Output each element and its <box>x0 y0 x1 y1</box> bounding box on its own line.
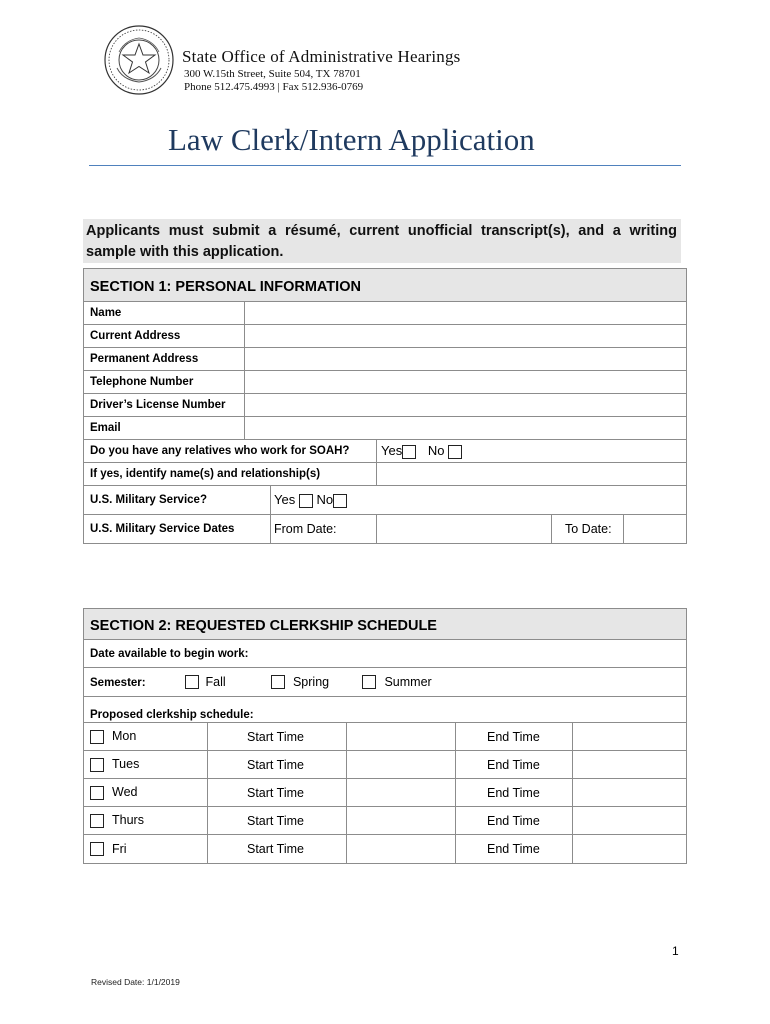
start-time-field[interactable] <box>347 835 456 864</box>
military-no-checkbox[interactable] <box>333 494 347 508</box>
schedule-row-wed <box>84 779 687 807</box>
thurs-checkbox[interactable] <box>90 814 104 828</box>
summer-label: Summer <box>384 674 432 689</box>
to-date-label: To Date: <box>552 515 624 544</box>
email-field[interactable] <box>245 417 687 440</box>
summer-checkbox[interactable] <box>362 675 376 689</box>
relatives-options <box>377 440 687 463</box>
military-question: U.S. Military Service? <box>84 486 271 515</box>
day-label: Fri <box>112 841 127 856</box>
section1-heading: SECTION 1: PERSONAL INFORMATION <box>84 269 687 302</box>
schedule-row-fri <box>84 835 687 864</box>
end-time-field[interactable] <box>573 779 687 807</box>
schedule-row-mon <box>84 723 687 751</box>
day-label: Tues <box>112 757 140 772</box>
name-label: Name <box>84 302 245 325</box>
permanent-address-field[interactable] <box>245 348 687 371</box>
end-time-field[interactable] <box>573 723 687 751</box>
permanent-address-label: Permanent Address <box>84 348 245 371</box>
instructions-text: Applicants must submit a résumé, current unofficial transcript(s), and a writing sample with this application. <box>86 223 677 260</box>
start-time-label: Start Time <box>208 779 347 807</box>
relatives-identify-field[interactable] <box>377 463 687 486</box>
drivers-license-field[interactable] <box>245 394 687 417</box>
fri-checkbox[interactable] <box>90 842 104 856</box>
relatives-no-checkbox[interactable] <box>448 445 462 459</box>
fall-label: Fall <box>205 674 226 689</box>
mon-checkbox[interactable] <box>90 730 104 744</box>
military-yes-checkbox[interactable] <box>299 494 313 508</box>
relatives-yes-checkbox[interactable] <box>402 445 416 459</box>
instructions-banner <box>83 219 681 263</box>
telephone-field[interactable] <box>245 371 687 394</box>
end-time-label: End Time <box>456 723 573 751</box>
revised-date: Revised Date: 1/1/2019 <box>91 977 180 987</box>
end-time-label: End Time <box>456 835 573 864</box>
start-time-field[interactable] <box>347 723 456 751</box>
page-number: 1 <box>672 944 679 958</box>
start-time-label: Start Time <box>208 723 347 751</box>
schedule-row-thurs <box>84 807 687 835</box>
military-no-label: No <box>316 492 334 508</box>
end-time-field[interactable] <box>573 751 687 779</box>
end-time-field[interactable] <box>573 835 687 864</box>
day-label: Thurs <box>112 813 144 828</box>
date-available-label: Date available to begin work: <box>84 640 687 668</box>
texas-state-seal-icon <box>103 24 175 96</box>
drivers-license-label: Driver’s License Number <box>84 394 245 417</box>
email-label: Email <box>84 417 245 440</box>
relatives-question: Do you have any relatives who work for SOAH? <box>84 440 377 463</box>
day-cell <box>84 723 208 751</box>
start-time-label: Start Time <box>208 807 347 835</box>
from-date-label: From Date: <box>271 515 377 544</box>
fall-checkbox[interactable] <box>185 675 199 689</box>
end-time-label: End Time <box>456 807 573 835</box>
section2-table <box>83 608 687 864</box>
wed-checkbox[interactable] <box>90 786 104 800</box>
day-label: Wed <box>112 785 138 800</box>
current-address-label: Current Address <box>84 325 245 348</box>
to-date-field[interactable] <box>624 515 687 544</box>
military-yes-label: Yes <box>274 492 296 508</box>
relatives-yes-label: Yes <box>381 443 403 459</box>
relatives-identify-label: If yes, identify name(s) and relationship(s) <box>84 463 377 486</box>
start-time-label: Start Time <box>208 751 347 779</box>
section1-table <box>83 268 687 544</box>
semester-label: Semester: <box>90 676 146 689</box>
end-time-field[interactable] <box>573 807 687 835</box>
proposed-schedule-label: Proposed clerkship schedule: <box>84 697 687 723</box>
page-title: Law Clerk/Intern Application <box>168 122 535 157</box>
tues-checkbox[interactable] <box>90 758 104 772</box>
name-field[interactable] <box>245 302 687 325</box>
military-dates-label: U.S. Military Service Dates <box>84 515 271 544</box>
end-time-label: End Time <box>456 779 573 807</box>
spring-label: Spring <box>292 674 330 689</box>
start-time-field[interactable] <box>347 807 456 835</box>
start-time-field[interactable] <box>347 779 456 807</box>
end-time-label: End Time <box>456 751 573 779</box>
day-cell <box>84 807 208 835</box>
day-cell <box>84 751 208 779</box>
org-name: State Office of Administrative Hearings <box>182 47 461 66</box>
semester-row <box>84 668 687 697</box>
start-time-label: Start Time <box>208 835 347 864</box>
day-cell <box>84 779 208 807</box>
spring-checkbox[interactable] <box>271 675 285 689</box>
relatives-no-label: No <box>427 443 445 459</box>
title-divider <box>89 165 681 166</box>
day-cell <box>84 835 208 864</box>
telephone-label: Telephone Number <box>84 371 245 394</box>
org-address: 300 W.15th Street, Suite 504, TX 78701 <box>184 68 361 80</box>
current-address-field[interactable] <box>245 325 687 348</box>
schedule-row-tues <box>84 751 687 779</box>
start-time-field[interactable] <box>347 751 456 779</box>
day-label: Mon <box>112 729 137 744</box>
section2-heading: SECTION 2: REQUESTED CLERKSHIP SCHEDULE <box>84 609 687 640</box>
org-phone-fax: Phone 512.475.4993 | Fax 512.936-0769 <box>184 81 364 93</box>
from-date-field[interactable] <box>377 515 552 544</box>
military-options <box>271 486 687 515</box>
